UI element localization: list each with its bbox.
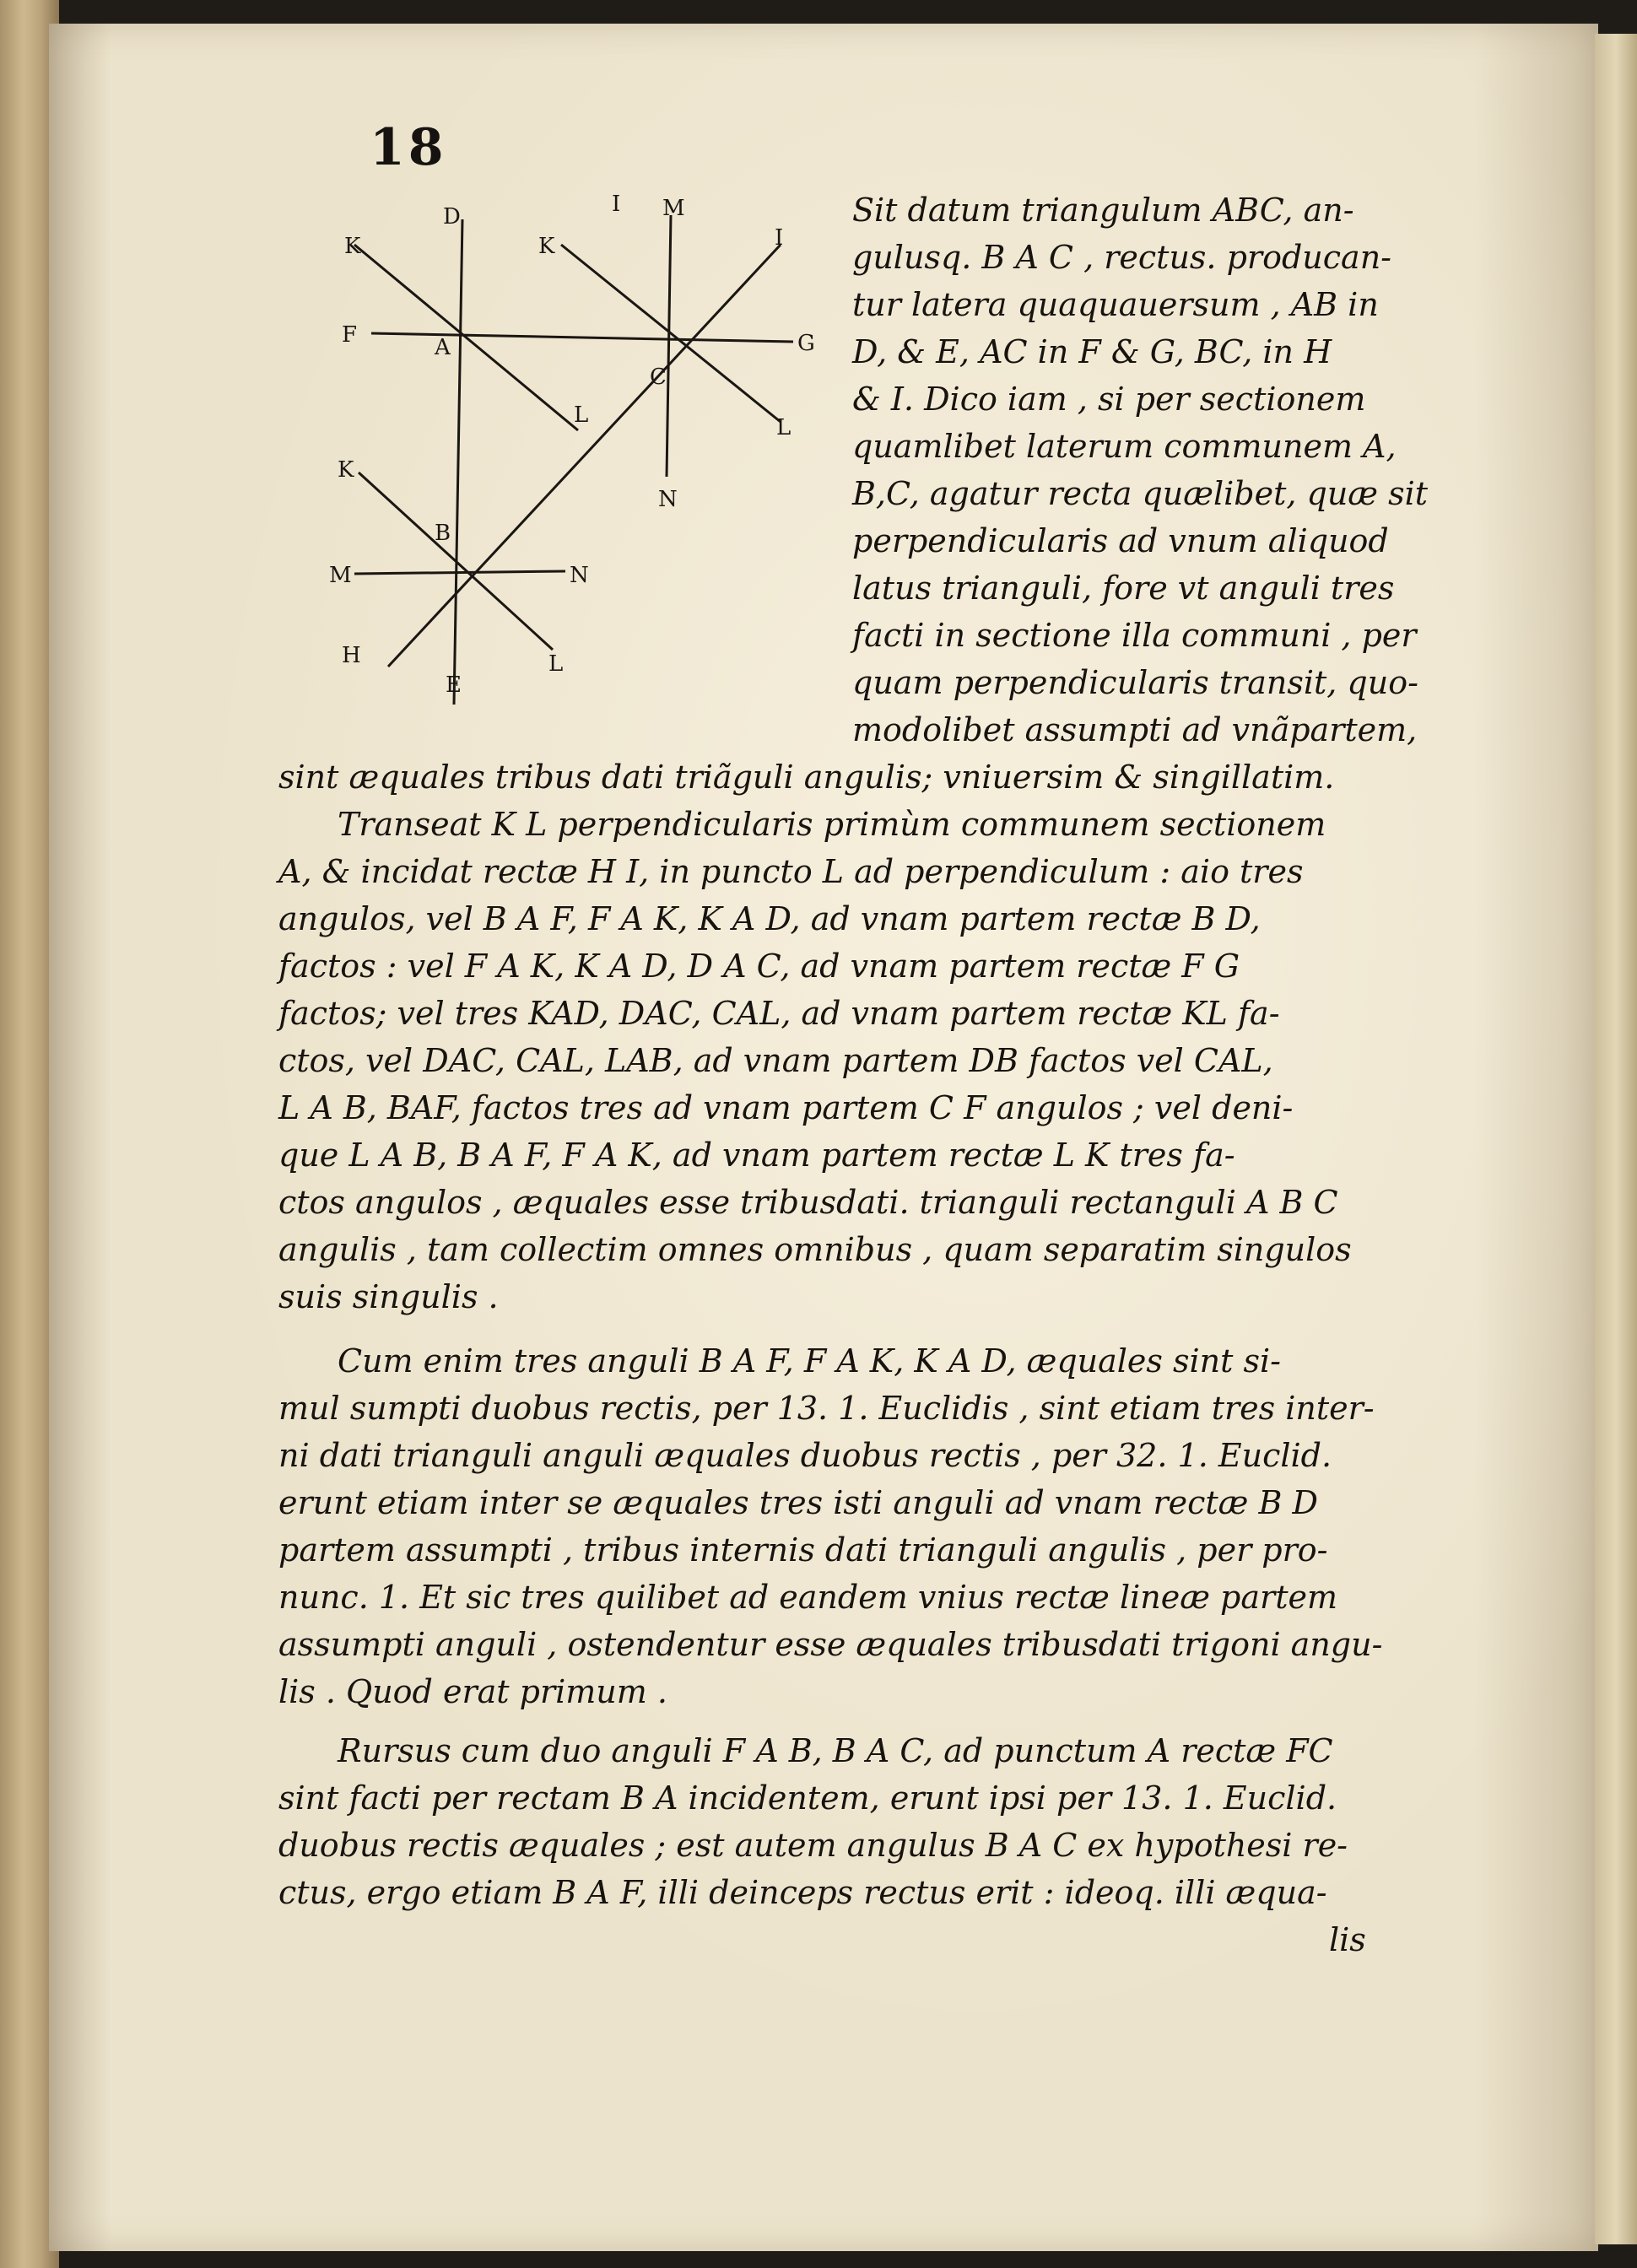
page-number: 18: [370, 118, 447, 177]
label-l3: L: [548, 651, 564, 677]
label-h: H: [342, 643, 361, 668]
text-line: B,C, agatur recta quælibet, quæ sit: [852, 475, 1429, 512]
line-db: [454, 219, 462, 705]
text-line: factos : vel F A K, K A D, D A C, ad vnam partem rectæ F G: [278, 948, 1240, 985]
text-line: gulusq. B A C , rectus. producan-: [852, 239, 1392, 276]
label-m1: M: [662, 196, 685, 221]
text-line: Sit datum triangulum ABC, an-: [852, 192, 1354, 229]
text-line: D, & E, AC in F & G, BC, in H: [852, 333, 1332, 370]
label-i2: I: [775, 225, 784, 251]
text-line: perpendicularis ad vnum aliquod: [852, 522, 1389, 559]
text-line: & I. Dico iam , si per sectionem: [852, 381, 1366, 418]
text-line: factos; vel tres KAD, DAC, CAL, ad vnam partem rectæ KL fa-: [278, 995, 1280, 1032]
text-line: assumpti anguli , ostendentur esse æquales tribusdati trigoni angu-: [278, 1626, 1383, 1663]
text-line: angulis , tam collectim omnes omnibus , quam separatim singulos: [278, 1231, 1352, 1268]
label-m2: M: [329, 563, 352, 588]
label-n1: N: [658, 487, 678, 512]
label-k1: K: [344, 234, 361, 259]
label-l2: L: [776, 415, 791, 440]
text-line: nunc. 1. Et sic tres quilibet ad eandem vnius rectæ lineæ partem: [278, 1579, 1337, 1616]
text-line: Transeat K L perpendicularis primùm communem sectionem: [338, 806, 1326, 843]
label-n2: N: [570, 563, 589, 588]
line-mn-upper: [667, 215, 671, 477]
text-line: partem assumpti , tribus internis dati trianguli angulis , per pro-: [278, 1531, 1328, 1569]
text-line: facti in sectione illa communi , per: [852, 617, 1417, 654]
text-line: quam perpendicularis transit, quo-: [852, 664, 1418, 701]
text-line: tur latera quaquauersum , AB in: [852, 286, 1379, 323]
figure-diagram: [321, 181, 827, 730]
label-e: E: [446, 672, 462, 698]
text-line: angulos, vel B A F, F A K, K A D, ad vnam partem rectæ B D,: [278, 900, 1261, 937]
text-line: Rursus cum duo anguli F A B, B A C, ad punctum A rectæ FC: [338, 1732, 1333, 1769]
catchword: lis: [1329, 1921, 1366, 1958]
text-line: lis . Quod erat primum .: [278, 1673, 667, 1710]
page-fore-edge: [1595, 34, 1637, 2244]
text-line: quamlibet laterum communem A,: [852, 428, 1397, 465]
text-line: L A B, BAF, factos tres ad vnam partem C F angulos ; vel deni-: [278, 1089, 1294, 1126]
label-k2: K: [538, 234, 555, 259]
text-line: que L A B, B A F, F A K, ad vnam partem rectæ L K tres fa-: [278, 1137, 1235, 1174]
label-b: B: [435, 521, 451, 546]
label-g: G: [797, 331, 815, 356]
text-line: latus trianguli, fore vt anguli tres: [852, 570, 1395, 607]
text-line: ctus, ergo etiam B A F, illi deinceps rectus erit : ideoq. illi æqua-: [278, 1874, 1327, 1911]
text-line: A, & incidat rectæ H I, in puncto L ad perpendiculum : aio tres: [278, 853, 1304, 890]
text-line: modolibet assumpti ad vnãpartem,: [852, 711, 1418, 748]
label-d: D: [443, 204, 461, 230]
label-c: C: [650, 364, 667, 390]
text-line: sint æquales tribus dati triãguli angulis; vniuersim & singillatim.: [278, 759, 1335, 796]
text-line: erunt etiam inter se æquales tres isti anguli ad vnam rectæ B D: [278, 1484, 1318, 1521]
label-k3: K: [338, 457, 354, 483]
text-line: sint facti per rectam B A incidentem, erunt ipsi per 13. 1. Euclid.: [278, 1779, 1337, 1817]
text-line: ctos angulos , æquales esse tribusdati. trianguli rectanguli A B C: [278, 1184, 1338, 1221]
text-line: ctos, vel DAC, CAL, LAB, ad vnam partem DB factos vel CAL,: [278, 1042, 1273, 1079]
text-line: suis singulis .: [278, 1278, 499, 1315]
geometric-figure: [321, 181, 827, 730]
label-a: A: [435, 335, 451, 360]
label-f: F: [342, 322, 358, 348]
label-i1: I: [612, 192, 621, 217]
line-hi: [388, 245, 781, 667]
text-line: Cum enim tres anguli B A F, F A K, K A D, æquales sint si-: [338, 1342, 1281, 1380]
text-line: mul sumpti duobus rectis, per 13. 1. Euclidis , sint etiam tres inter-: [278, 1390, 1375, 1427]
text-line: duobus rectis æquales ; est autem angulus B A C ex hypothesi re-: [278, 1827, 1348, 1864]
line-mn-lower: [354, 571, 565, 574]
text-line: ni dati trianguli anguli æquales duobus rectis , per 32. 1. Euclid.: [278, 1437, 1332, 1474]
label-l1: L: [574, 402, 589, 428]
